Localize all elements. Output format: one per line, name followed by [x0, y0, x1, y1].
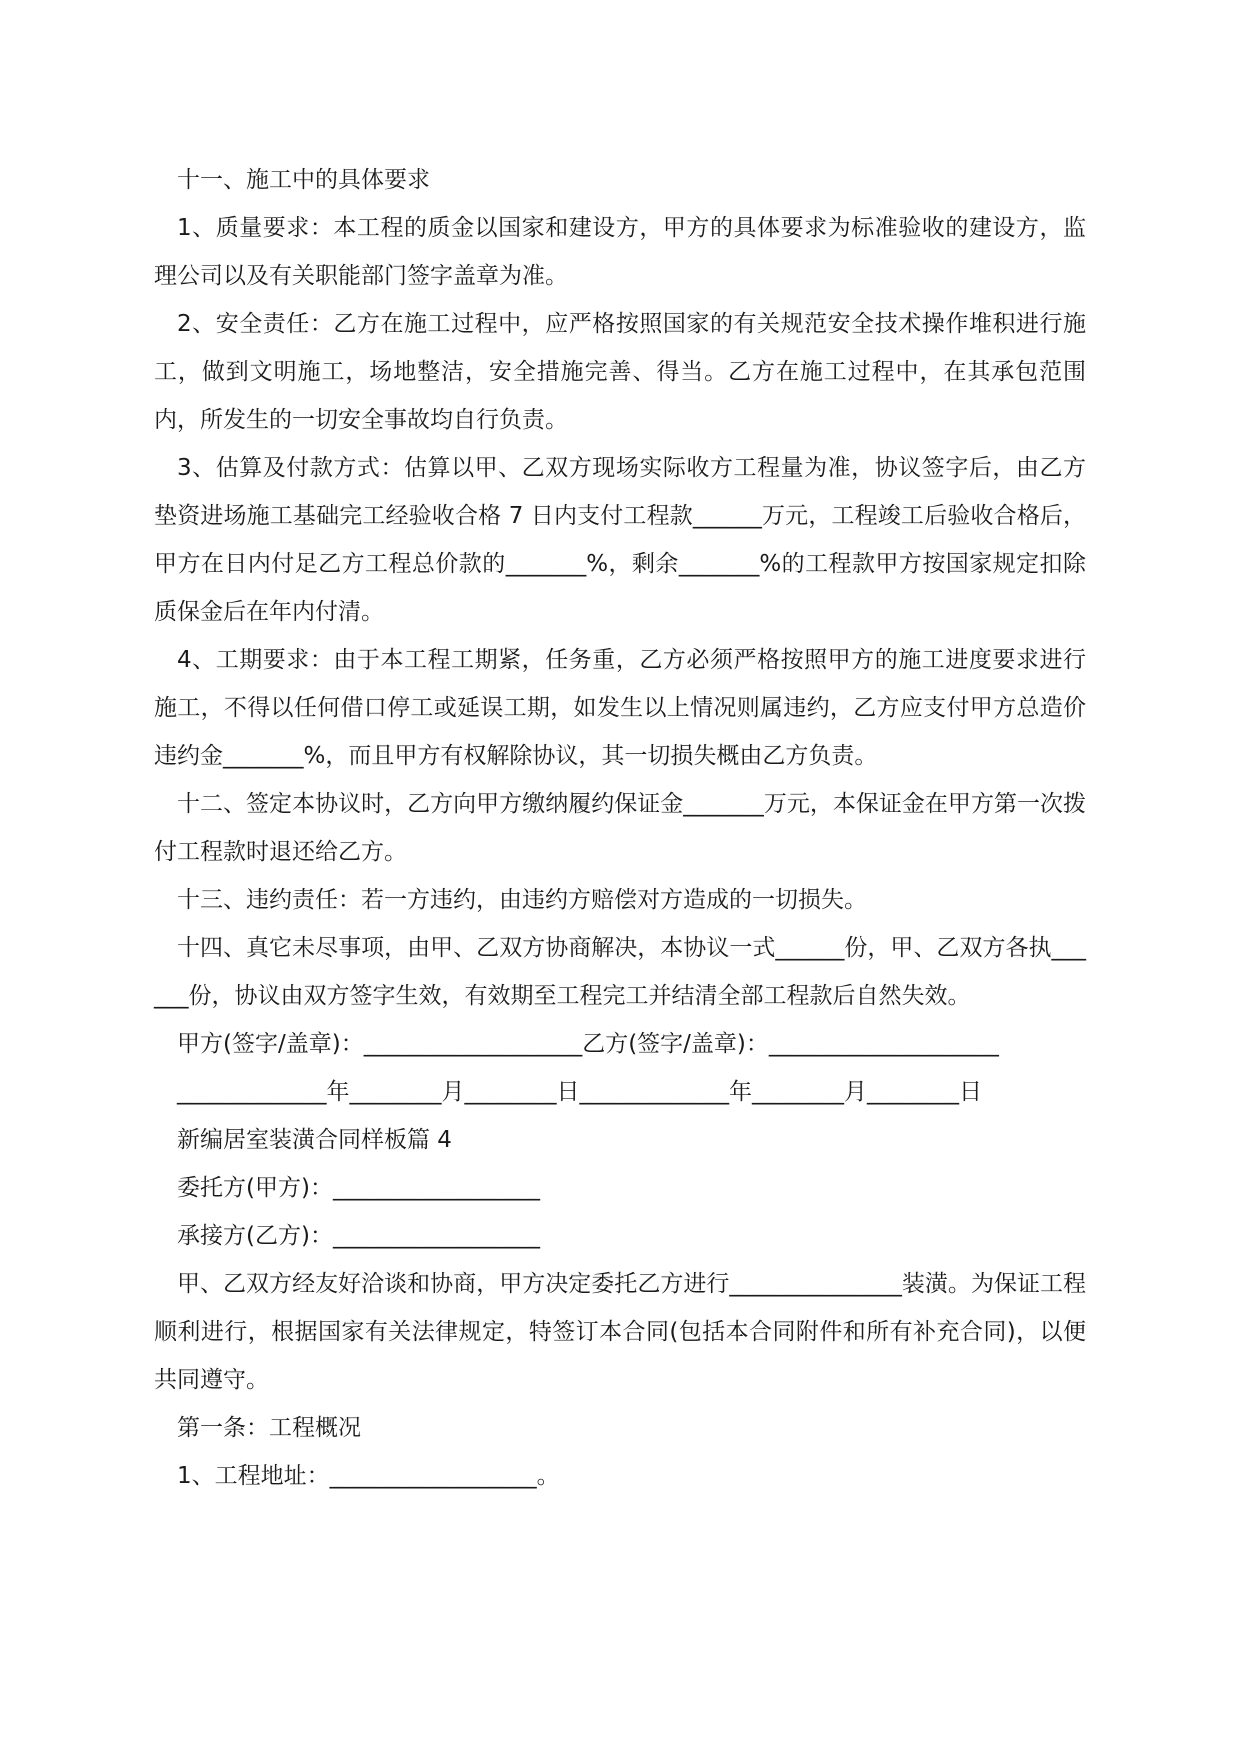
section-13-liability: 十三、违约责任：若一方违约，由违约方赔偿对方造成的一切损失。 — [177, 887, 867, 913]
contract-title: 新编居室装潢合同样板篇 4 — [177, 1127, 452, 1153]
clause-estimate-payment: 3、估算及付款方式：估算以甲、乙双方现场实际收方工程量为准，协议签字后，由乙方垫资进场施工基础完工经验收合格 7 日内支付工程款______万元，工程竣工后验收合格后，甲方在日内付足乙方工程总价款的_______%，剩余_______%的工程款甲方按国家规定扣除质保金后在年内付清。 — [154, 455, 1086, 625]
date-line: _____________年________月________日_____________年________月________日 — [177, 1079, 982, 1105]
signature-line: 甲方(签字/盖章)：___________________乙方(签字/盖章)：____________________ — [177, 1031, 999, 1057]
clause-safety-responsibility: 2、安全责任：乙方在施工过程中，应严格按照国家的有关规范安全技术操作堆积进行施工，做到文明施工，场地整洁，安全措施完善、得当。乙方在施工过程中，在其承包范围内，所发生的一切安全事故均自行负责。 — [154, 311, 1086, 433]
clause-schedule-requirement: 4、工期要求：由于本工程工期紧，任务重，乙方必须严格按照甲方的施工进度要求进行施工，不得以任何借口停工或延误工期，如发生以上情况则属违约，乙方应支付甲方总造价违约金_______%，而且甲方有权解除协议，其一切损失概由乙方负责。 — [154, 647, 1086, 769]
project-address-field: 1、工程地址：__________________。 — [177, 1463, 560, 1489]
section-heading-11: 十一、施工中的具体要求 — [177, 167, 430, 193]
article-1-heading: 第一条：工程概况 — [177, 1415, 361, 1441]
section-14-other-matters: 十四、真它未尽事项，由甲、乙双方协商解决，本协议一式______份，甲、乙双方各执______份，协议由双方签字生效，有效期至工程完工并结清全部工程款后自然失效。 — [154, 935, 1086, 1009]
party-a-field: 委托方(甲方)：__________________ — [177, 1175, 540, 1201]
document-body — [154, 156, 1086, 1500]
party-b-field: 承接方(乙方)：__________________ — [177, 1223, 540, 1249]
clause-quality-requirement: 1、质量要求：本工程的质金以国家和建设方，甲方的具体要求为标准验收的建设方，监理公司以及有关职能部门签字盖章为准。 — [154, 215, 1086, 289]
contract-preamble: 甲、乙双方经友好洽谈和协商，甲方决定委托乙方进行_______________装潢。为保证工程顺利进行，根据国家有关法律规定，特签订本合同(包括本合同附件和所有补充合同)，以便共同遵守。 — [154, 1271, 1086, 1393]
section-12-deposit: 十二、签定本协议时，乙方向甲方缴纳履约保证金_______万元，本保证金在甲方第一次拨付工程款时退还给乙方。 — [154, 791, 1086, 865]
